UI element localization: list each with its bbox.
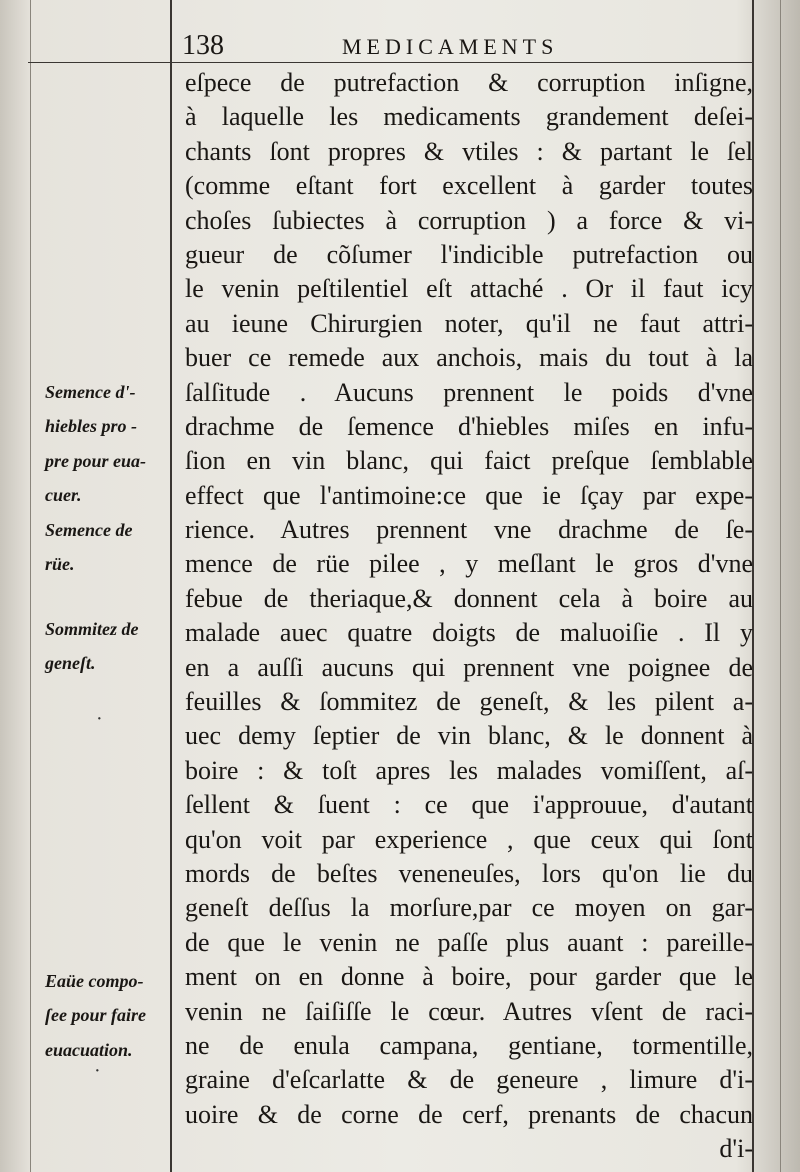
header-rule [28,62,752,63]
margin-note-line: Eaüe compo- [45,971,144,991]
text-line: buer ce remede aux anchois, mais du tout à la [185,343,753,373]
text-line: uoire & de corne de cerf, prenants de chacun [185,1099,753,1129]
text-line: effect que l'antimoine:ce que ie ſçay par expe- [185,480,753,510]
margin-note-line: ſee pour faire [45,1005,146,1026]
text-line: graine d'eſcarlatte & de geneure , limure d'i- [185,1065,753,1095]
left-page-edge [30,0,31,1172]
text-line: à laquelle les medicaments grandement deſei- [185,102,753,132]
text-line: qu'on voit par experience , que ceux qui ſont [185,824,753,854]
text-line: mence de rüe pilee , y meſlant le gros d'vne [185,549,753,579]
margin-note-rue [45,513,175,582]
text-line: ment on en donne à boire, pour garder que le [185,962,753,992]
text-line: ſellent & ſuent : ce que i'approuue, d'autant [185,790,753,820]
margin-note-line: hiebles pro - [45,416,137,437]
text-line: uec demy ſeptier de vin blanc, & le donnent à [185,721,753,751]
catchword: d'i- [719,1134,753,1164]
text-line: ne de enula campana, gentiane, tormentille, [185,1030,753,1060]
text-line: eſpece de putrefaction & corruption inſigne, [185,68,753,97]
margin-note-eaue [45,964,175,1067]
text-line: boire : & toſt apres les malades vomiſſent, aſ- [185,755,753,785]
text-line: drachme de ſemence d'hiebles miſes en infu- [185,411,753,441]
page-number: 138 [182,30,224,61]
text-line: venin ne ſaiſiſſe le cœur. Autres vſent de raci- [185,996,753,1026]
margin-note-line: cuer. [45,485,82,506]
text-line: le venin peſtilentiel eſt attaché . Or il faut icy [185,274,753,304]
margin-note-line: euacuation. [45,1039,133,1060]
margin-note-line: geneſt. [45,653,96,674]
text-line: mords de beſtes veneneuſes, lors qu'on lie du [185,858,753,888]
right-page-edge [780,0,781,1172]
margin-dot: · [94,1060,101,1082]
main-text-block [185,66,753,1167]
text-line: en a auſſi aucuns qui prennent vne poignee de [185,652,753,682]
text-line: febue de theriaque,& donnent cela à boire au [185,583,753,613]
text-line: rience. Autres prennent vne drachme de ſe- [185,515,753,545]
margin-note-line: Sommitez de [45,619,139,639]
margin-note-line: rüe. [45,554,75,575]
text-line: de que le venin ne paſſe plus auant : pareille- [185,927,753,957]
text-line: ſalſitude . Aucuns prennent le poids d'vne [185,377,753,407]
margin-dot: · [96,708,103,730]
text-line: geneſt deſſus la morſure,par ce moyen on gar- [185,893,753,923]
text-line: chants ſont propres & vtiles : & partant le ſel [185,136,753,166]
text-line: choſes ſubiectes à corruption ) a force & vi- [185,205,753,235]
margin-note-line: Semence de [45,520,133,540]
margin-note-hiebles [45,375,175,513]
margin-note-line: Semence d'- [45,382,136,402]
margin-note-genest [45,612,175,681]
text-line: (comme eſtant fort excellent à garder toutes [185,171,753,201]
text-line: feuilles & ſommitez de geneſt, & les pilent a- [185,687,753,717]
page-header [182,30,752,60]
running-title: MEDICAMENTS [342,34,559,59]
text-line: ſion en vin blanc, qui faict preſque ſemblable [185,446,753,476]
text-line: au ieune Chirurgien noter, qu'il ne faut attri- [185,308,753,338]
margin-note-line: pre pour eua- [45,450,147,471]
text-line: gueur de cõſumer l'indicible putrefaction ou [185,239,753,269]
text-line: malade auec quatre doigts de maluoiſie . Il y [185,618,753,648]
